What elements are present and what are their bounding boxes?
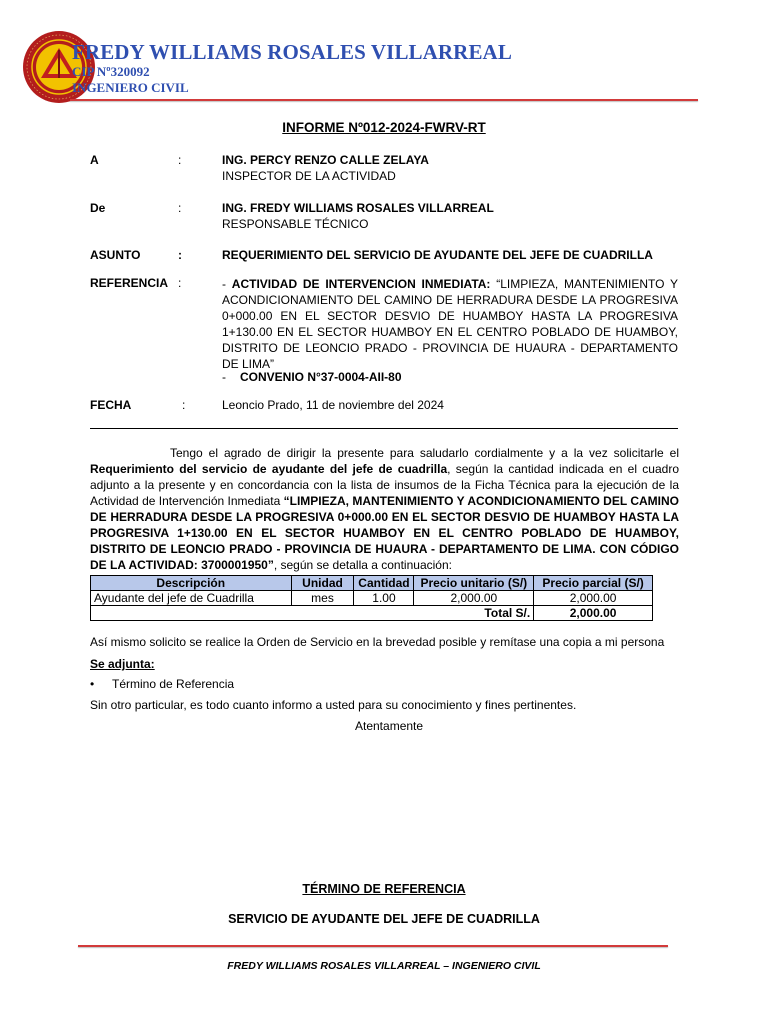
field-de-name: ING. FREDY WILLIAMS ROSALES VILLARREAL [222,201,494,215]
field-asunto-value: REQUERIMIENTO DEL SERVICIO DE AYUDANTE DEL JEFE DE CUADRILLA [222,248,653,262]
regards: Atentamente [355,719,424,733]
attachment-item: Término de Referencia [112,677,235,691]
field-fecha-value: Leoncio Prado, 11 de noviembre del 2024 [222,398,444,412]
table-cell-descripcion: Ayudante del jefe de Cuadrilla [91,591,292,606]
table-header-cantidad: Cantidad [354,576,414,591]
field-fecha-label: FECHA [90,398,132,412]
header-profession: INGENIERO CIVIL [72,80,189,95]
table-total-value: 2,000.00 [534,606,653,621]
referencia-activity-text: “LIMPIEZA, MANTENIMIENTO Y ACONDICIONAMIENTO DEL CAMINO DE HERRADURA DESDE LA PROGRESIVA 0+000.00 EN EL SECTOR DESVIO DE HUAMBOY HASTA LA PROGRESIVA 1+130.00 EN EL SECTOR HUAMBOY EN EL CENTRO POBLADO DE HUAMBOY, DISTRITO DE LEONCIO PRADO - PROVINCIA DE HUAURA - DEPARTAMENTO DE LIMA” [222,277,678,371]
table-total-label: Total S/. [91,606,534,621]
body-paragraph [90,445,679,573]
table-total-row [91,606,653,621]
section-divider [90,428,678,429]
table-header-row [91,576,653,591]
convenio-value: CONVENIO N°37-0004-AII-80 [240,370,402,384]
field-a-name: ING. PERCY RENZO CALLE ZELAYA [222,153,429,167]
table-header-precio-parcial: Precio parcial (S/) [534,576,653,591]
field-de-label: De [90,201,106,215]
footer-divider [78,945,668,947]
attachments-label: Se adjunta: [90,657,155,671]
table-header-unidad: Unidad [291,576,354,591]
header-cip: CIP Nº320092 [72,64,150,79]
header-name: FREDY WILLIAMS ROSALES VILLARREAL [72,40,512,64]
report-title: INFORME Nº012-2024-FWRV-RT [282,120,486,135]
table-cell-unidad: mes [291,591,354,606]
footer-text: FREDY WILLIAMS ROSALES VILLARREAL – INGENIERO CIVIL [227,960,541,972]
convenio-dash: - [222,370,226,384]
tdr-subtitle: SERVICIO DE AYUDANTE DEL JEFE DE CUADRILLA [228,912,540,926]
field-referencia-colon: : [178,276,182,290]
field-de-role: RESPONSABLE TÉCNICO [222,217,369,231]
table-cell-precio-unitario: 2,000.00 [414,591,534,606]
field-a-label: A [90,153,99,167]
field-referencia-label: REFERENCIA [90,276,169,290]
referencia-dash: - [222,277,232,291]
closing-remark: Sin otro particular, es todo cuanto informo a usted para su conocimiento y fines pertinentes. [90,698,577,712]
field-asunto-label: ASUNTO [90,248,141,262]
services-table [90,575,653,621]
table-cell-cantidad: 1.00 [354,591,414,606]
body-bold-2: “LIMPIEZA, MANTENIMIENTO Y ACONDICIONAMIENTO DEL CAMINO DE HERRADURA DESDE LA PROGRESIVA 0+000.00 EN EL SECTOR DESVIO DE HUAMBOY HASTA LA PROGRESIVA 1+130.00 EN EL SECTOR HUAMBOY EN EL CENTRO POBLADO DE HUAMBOY, DISTRITO DE LEONCIO PRADO - PROVINCIA DE HUAURA - DEPARTAMENTO DE LIMA. CON CÓDIGO DE LA ACTIVIDAD: 3700001950” [90,494,679,572]
field-referencia-text [222,276,678,372]
table-cell-precio-parcial: 2,000.00 [534,591,653,606]
body-text-1: Tengo el agrado de dirigir la presente para saludarlo cordialmente y a la vez solicitarle el [170,446,679,460]
field-fecha-colon: : [182,398,186,412]
table-header-precio-unitario: Precio unitario (S/) [414,576,534,591]
body-text-3: , según se detalla a continuación: [273,558,452,572]
header-divider [70,99,698,101]
table-row [91,591,653,606]
body-text-2: , según la cantidad indicada en el cuadro adjunto a la presente y en concordancia con la lista de insumos de la Ficha Técnica para la ejecución de la Actividad de Intervención Inmediata [90,462,679,508]
field-a-colon: : [178,153,182,167]
table-header-descripcion: Descripción [91,576,292,591]
field-asunto-colon: : [178,248,182,262]
tdr-title: TÉRMINO DE REFERENCIA [302,882,466,896]
body-bold-1: Requerimiento del servicio de ayudante del jefe de cuadrilla [90,462,448,476]
referencia-activity-label: ACTIVIDAD DE INTERVENCION INMEDIATA: [231,277,491,291]
field-a-role: INSPECTOR DE LA ACTIVIDAD [222,169,396,183]
closing-request: Así mismo solicito se realice la Orden de Servicio en la brevedad posible y remítase una copia a mi persona [90,635,665,649]
bullet-icon: • [90,677,95,691]
field-de-colon: : [178,201,182,215]
